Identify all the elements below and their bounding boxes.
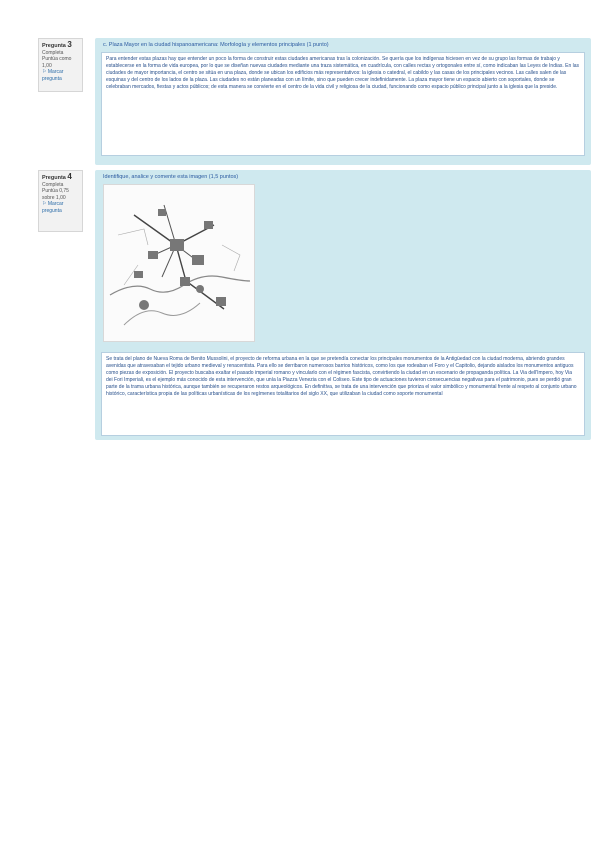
flag-question-link[interactable]: ⚐ Marcar pregunta — [42, 201, 64, 214]
question-info-q3 — [38, 38, 83, 92]
flag-icon: ⚐ — [42, 69, 47, 75]
answer-text-q3[interactable]: Para entender estas plazas hay que entender un poco la forma de construir estas ciudades americanas tras la colonización. Se quería que los indígenas hiciesen en vez de su grupo las formas de trabajo y establecerse en la forma de vida europea, por lo que se diseñan nuevas ciudades mediante una traza sistemática, en cuadrícula, con calles rectas y ortogonales entre sí, como indicaban las Leyes de Indias. En las ciudades de mayor importancia, el centro se sitúa en una plaza, donde se ubican los edificios más representativos: la iglesia o catedral, el cabildo y las casas de los principales vecinos. Las calles salen de las esquinas y del centro de los lados de la plaza. Las ciudades no están planeadas con un límite, sino que pueden crecer indefinidamente. La plaza mayor tiene un espacio abierto con soportales, donde se celebraban mercados, fiestas y actos públicos; de esta manera se convierte en el centro de la vida civil y religiosa de la ciudad, funcionando como espacio público principal junto a la iglesia que la preside. — [101, 52, 585, 156]
flag-icon: ⚐ — [42, 201, 47, 207]
question-text: Identifique, analice y comente esta imagen (1,5 puntos) — [103, 174, 239, 180]
question-status: Completa — [42, 181, 64, 188]
question-score: Puntúa 0,75 sobre 1,00 — [42, 188, 69, 201]
flag-question-link[interactable]: ⚐ Marcar pregunta — [42, 69, 64, 82]
question-status: Completa — [42, 49, 64, 56]
question-formulation-q3 — [95, 38, 591, 165]
question-number: Pregunta 4 — [42, 172, 72, 181]
city-plan-map — [104, 185, 254, 341]
answer-text-q4[interactable]: Se trata del plano de Nueva Roma de Benito Mussolini, el proyecto de reforma urbana en la que se pretendía conectar los principales monumentos de la Antigüedad con la ciudad moderna, abriendo grandes avenidas que atravesaban el tejido urbano medieval y renacentista. Para ello se derribaron numerosos barrios históricos, como los que rodeaban el Foro y el Capitolio, dejando aislados los monumentos antiguos como piezas de exposición. El proyecto buscaba exaltar el pasado imperial romano y vincularlo con el régimen fascista, convirtiendo la ciudad en un escenario de propaganda política. La Via dell'Impero, hoy Via dei Fori Imperiali, es el ejemplo más conocido de esta intervención, que unía la Piazza Venezia con el Coliseo. Este tipo de actuaciones tuvieron consecuencias negativas para el patrimonio, pues se perdió gran parte de la trama urbana histórica, aunque también se recuperaron restos arqueológicos. En definitiva, se trata de una intervención que prioriza el valor simbólico y monumental frente al respeto al conjunto urbano histórico, característica propia de las políticas urbanísticas de los regímenes totalitarios del siglo XX, que utilizaban la ciudad como soporte monumental — [101, 352, 585, 436]
question-number: Pregunta 3 — [42, 40, 72, 49]
question-score: Puntúa como 1,00 — [42, 56, 72, 69]
question-formulation-q4 — [95, 170, 591, 440]
question-image — [103, 184, 255, 342]
question-info-q4 — [38, 170, 83, 232]
question-text: c. Plaza Mayor en la ciudad hispanoamericana: Morfología y elementos principales (1 punto) — [103, 42, 329, 48]
